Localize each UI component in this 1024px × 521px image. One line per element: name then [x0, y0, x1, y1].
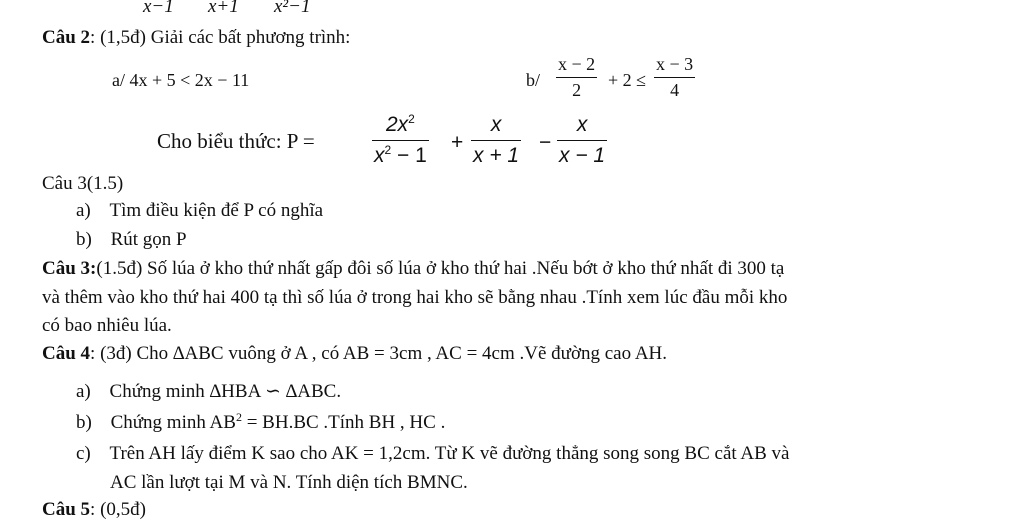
cau3a-item-a: [76, 200, 323, 222]
p-f2-den: x + 1: [473, 144, 520, 167]
p-plus: +: [451, 131, 464, 154]
cau2-a-expression: 4x + 5 < 2x − 11: [129, 70, 250, 90]
p-fraction-3: [557, 112, 607, 169]
cau3a-label: Câu 3(1.5): [42, 173, 124, 194]
cau2-b-middle: + 2 ≤: [608, 70, 647, 90]
fraction-bar: [372, 140, 429, 141]
cau4-item-b: [76, 412, 445, 434]
list-item-text: Rút gọn P: [110, 229, 187, 250]
p-f1-num: $2x^2$: [385, 112, 415, 136]
cau5-heading: [42, 499, 146, 521]
cau2-b-num1: x − 2: [558, 54, 596, 74]
cau2-a-label: a/: [112, 70, 125, 90]
cau2-b-fraction-2: [654, 54, 695, 101]
list-marker: a): [76, 381, 91, 402]
fraction-bar: [556, 77, 597, 78]
cau3b-label: Câu 3:: [42, 258, 97, 279]
p-f2-num: x: [490, 113, 502, 136]
cau3b-text-1: (1.5đ) Số lúa ở kho thứ nhất gấp đôi số lúa ở kho thứ hai .Nếu bớt ở kho thứ nhất đi 300 tạ: [96, 258, 785, 279]
p-f3-den: x − 1: [559, 144, 606, 167]
cau4-label: Câu 4: [42, 343, 91, 364]
bieuthuc-lead: Cho biểu thức: P =: [157, 129, 315, 153]
list-marker: a): [76, 200, 91, 221]
cau3b-line2: và thêm vào kho thứ hai 400 tạ thì số lúa ở trong hai kho sẽ bằng nhau .Tính xem lúc đầu mỗi kho: [42, 287, 788, 308]
cau2-b-num2: x − 3: [656, 54, 694, 74]
list-item-text: Trên AH lấy điểm K sao cho AK = 1,2cm. Từ K vẽ đường thẳng song song BC cắt AB và: [109, 443, 790, 464]
prev-denominator-1: x−1: [143, 0, 174, 17]
fraction-bar: [471, 140, 521, 141]
p-fraction-2: [471, 112, 521, 169]
p-f1-den: $x^2 - 1$: [374, 143, 427, 167]
list-item-text: Tìm điều kiện để P có nghĩa: [109, 200, 324, 221]
cau4-item-a: [76, 381, 341, 403]
cau2-heading: [42, 27, 350, 49]
prev-denominator-3: x²−1: [274, 0, 311, 17]
cau3a-item-b: [76, 229, 187, 251]
list-marker: b): [76, 412, 92, 433]
cau5-score: : (0,5đ): [90, 499, 146, 520]
cau4-item-c-continued: AC lần lượt tại M và N. Tính diện tích BMNC.: [110, 472, 468, 493]
p-fraction-1: [372, 112, 429, 169]
cau4-heading: [42, 343, 667, 365]
prev-denominator-2: x+1: [208, 0, 239, 17]
list-marker: b): [76, 229, 92, 250]
cau2-b-fraction-1: [556, 54, 597, 101]
p-f3-num: x: [576, 113, 588, 136]
fraction-bar: [557, 140, 607, 141]
p-minus: −: [539, 131, 552, 154]
cau2-b-den1: 2: [572, 80, 582, 100]
cau3b-line1: [42, 258, 784, 280]
cau2-score: : (1,5đ) Giải các bất phương trình:: [90, 27, 351, 48]
cau5-label: Câu 5: [42, 499, 91, 520]
list-item-text: Chứng minh ∆HBA ∽ ∆ABC.: [109, 381, 342, 402]
list-item-text: Chứng minh $AB^2 = BH.BC$ .Tính BH , HC .: [110, 410, 446, 433]
cau4-item-c: [76, 443, 789, 465]
cau2-label: Câu 2: [42, 27, 91, 48]
cau4-intro: : (3đ) Cho ∆ABC vuông ở A , có AB = 3cm , AC = 4cm .Vẽ đường cao AH.: [90, 343, 668, 364]
cau2-part-a: [112, 69, 249, 91]
list-marker: c): [76, 443, 91, 464]
cau2-b-label: b/: [526, 70, 541, 90]
cau2-b-den2: 4: [670, 80, 680, 100]
cau3b-line3: có bao nhiêu lúa.: [42, 315, 172, 336]
fraction-bar: [654, 77, 695, 78]
